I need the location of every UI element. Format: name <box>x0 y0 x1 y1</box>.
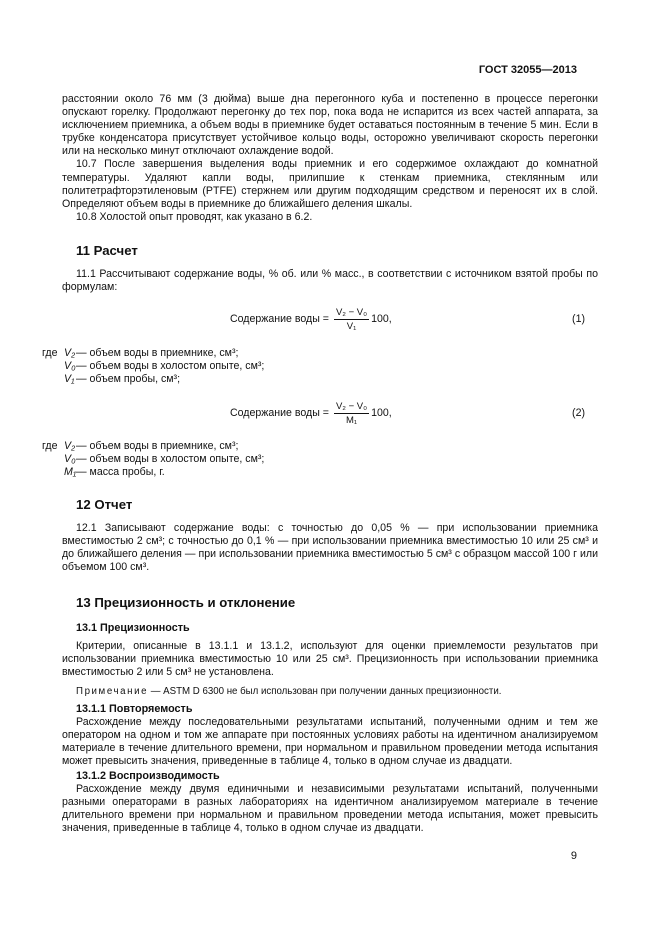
formula-1-multiplier: 100, <box>371 313 392 325</box>
section-heading-13: 13 Прецизионность и отклонение <box>76 595 296 610</box>
text-block-intro <box>62 93 598 224</box>
definition-row <box>42 466 264 479</box>
paragraph-13-1-1: Расхождение между последовательными результатами испытаний, полученными одним и тем же оператором на одном и том же аппарате при постоянных условиях работы на идентичном анализируемом материале в течение длительного времени, при нормальном и правильном проведении метода испытания может превысить значения, приведенные в таблице 4, только в одном случае из двадцати. <box>62 716 598 768</box>
definition-row <box>42 373 264 386</box>
definition-symbol: V₂ <box>64 440 76 452</box>
formula-2-multiplier: 100, <box>371 407 392 419</box>
section-heading-11: 11 Расчет <box>76 243 138 258</box>
subsection-heading-13-1: 13.1 Прецизионность <box>76 622 190 634</box>
formula-1-numerator: V₂ − V₀ <box>335 306 368 318</box>
paragraph-intro: расстоянии около 76 мм (3 дюйма) выше дна перегонного куба и постепенно в процессе перегонки опускают горелку. Продолжают перегонку до тех пор, пока вода не испарится из всех частей аппарата, за исключением приемника, а объем воды в приемнике будет оставаться постоянным в течение 5 мин. Если в трубке конденсатора присутствует устойчивое кольцо воды, осторожно увеличивают скорость перегонки или на несколько минут отключают охлаждение водой. <box>62 93 598 158</box>
paragraph-12-1: 12.1 Записывают содержание воды: с точностью до 0,05 % — при использовании приемника вместимостью 2 см³; с точностью до 0,1 % — при использовании приемника вместимостью 10 или 25 см³ и до ближайшего деления — при использовании приемника вместимостью 5 см³ с образцом массой 100 г или объемом 100 см³. <box>62 522 598 574</box>
definition-text: — объем воды в холостом опыте, см³; <box>76 360 265 372</box>
page-number: 9 <box>570 850 577 862</box>
definition-text: — объем пробы, см³; <box>76 373 181 385</box>
note-block <box>62 685 598 698</box>
note-paragraph <box>62 685 598 698</box>
formula-1-number: (1) <box>572 313 585 325</box>
paragraph-10-8: 10.8 Холостой опыт проводят, как указано в 6.2. <box>76 210 313 223</box>
subsection-heading-13-1-1: 13.1.1 Повторяемость <box>76 703 193 715</box>
note-text: — ASTM D 6300 не был использован при получении данных прецизионности. <box>150 686 502 697</box>
formula-1-fraction <box>334 307 369 332</box>
formula-2-label: Содержание воды = <box>230 407 329 419</box>
definition-row <box>42 360 264 373</box>
text-block-13-1-2 <box>62 783 598 835</box>
definition-text: — масса пробы, г. <box>76 466 165 478</box>
formula-2-fraction <box>334 401 369 426</box>
definition-text: — объем воды в приемнике, см³; <box>76 347 239 359</box>
definition-row <box>42 453 264 466</box>
formula-1-denominator: V₁ <box>346 320 357 332</box>
paragraph-10-7: 10.7 После завершения выделения воды приемник и его содержимое охлаждают до комнатной температуры. Удаляют капли воды, прилипшие к стенкам приемника, стеклянным или политетрафторэтиленовым (PTFE) стержнем или другим подходящим средством и переносят их в слой. Определяют объем воды в приемнике до ближайшего деления шкалы. <box>62 158 598 210</box>
note-label: Примечание <box>76 686 149 697</box>
definition-symbol: V₁ <box>64 373 75 385</box>
definition-row <box>42 347 264 360</box>
text-block-13-1-1 <box>62 716 598 768</box>
paragraph-13-1: Критерии, описанные в 13.1.1 и 13.1.2, используют для оценки приемлемости результатов при использовании приемника вместимостью 10 или 25 см³. Прецизионность при использовании приемника вместимостью 2 или 5 см³ не установлена. <box>62 640 598 679</box>
definition-lead <box>42 360 64 373</box>
text-block-11-1 <box>62 268 598 294</box>
definition-text: — объем воды в приемнике, см³; <box>76 440 239 452</box>
definition-lead: где <box>42 347 58 359</box>
document-code: ГОСТ 32055—2013 <box>478 64 577 76</box>
definition-row <box>42 440 264 453</box>
formula-2-number: (2) <box>572 407 585 419</box>
formula-2-numerator: V₂ − V₀ <box>335 400 368 412</box>
definitions-list-1 <box>42 347 264 386</box>
definitions-list-2 <box>42 440 264 479</box>
definition-lead: где <box>42 440 58 452</box>
formula-2-denominator: M₁ <box>345 414 358 426</box>
formula-1 <box>230 302 392 336</box>
subsection-heading-13-1-2: 13.1.2 Воспроизводимость <box>76 770 220 782</box>
formula-2 <box>230 396 392 430</box>
definition-symbol: V₀ <box>64 360 76 372</box>
text-block-13-1 <box>62 640 598 679</box>
definition-symbol: M₁ <box>64 466 77 478</box>
text-block-12-1 <box>62 522 598 574</box>
definition-lead <box>42 453 64 466</box>
paragraph-11-1: 11.1 Рассчитывают содержание воды, % об. или % масс., в соответствии с источником взятой пробы по формулам: <box>62 268 598 294</box>
formula-1-label: Содержание воды = <box>230 313 329 325</box>
paragraph-13-1-2: Расхождение между двумя единичными и независимыми результатами испытаний, полученными разными операторами в разных лабораториях на идентичном анализируемом материале в течение длительного времени при нормальном и правильном проведении метода испытания, может превысить значения, приведенные в таблице 4, только в одном случае из двадцати. <box>62 783 598 835</box>
section-heading-12: 12 Отчет <box>76 497 133 512</box>
definition-symbol: V₀ <box>64 453 76 465</box>
definition-lead <box>42 466 64 479</box>
definition-text: — объем воды в холостом опыте, см³; <box>76 453 265 465</box>
definition-lead <box>42 373 64 386</box>
definition-symbol: V₂ <box>64 347 76 359</box>
